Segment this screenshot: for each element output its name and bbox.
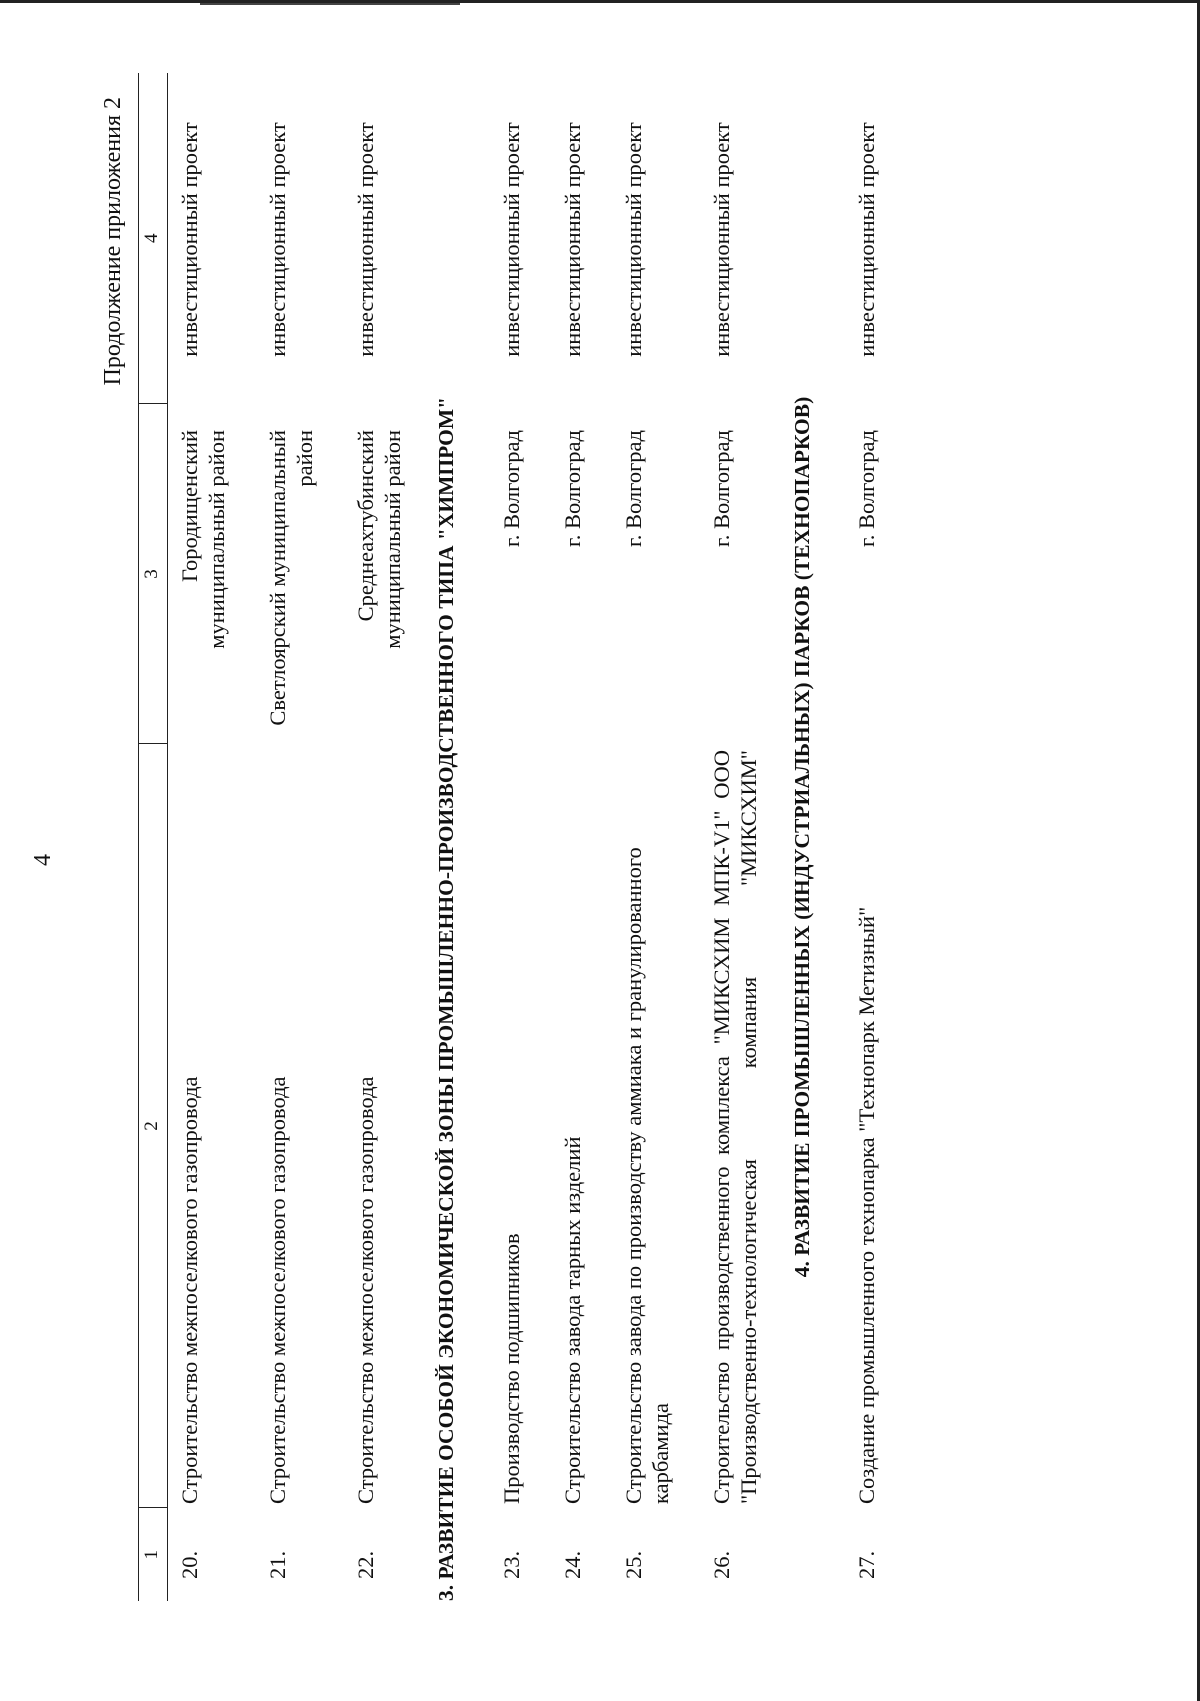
project-type: инвестиционный проект xyxy=(176,122,202,357)
project-location: Городищенский муниципальный район xyxy=(176,430,229,649)
row-number: 21. xyxy=(264,1550,290,1579)
project-type: инвестиционный проект xyxy=(559,122,585,357)
table-row xyxy=(612,73,700,1601)
table-row xyxy=(256,73,344,1601)
project-location: г. Волгоград xyxy=(854,430,880,547)
rotated-document-page xyxy=(0,1,1200,1701)
project-location: г. Волгоград xyxy=(559,430,585,547)
table-row xyxy=(845,73,906,1601)
project-type: инвестиционный проект xyxy=(264,122,290,357)
section-row xyxy=(788,73,846,1601)
column-header: 4 xyxy=(139,73,168,404)
section-row xyxy=(432,73,490,1601)
column-header: 1 xyxy=(139,1508,168,1601)
project-name: Создание промышленного технопарка "Технопарк Метизный" xyxy=(854,906,880,1504)
row-number: 22. xyxy=(352,1550,378,1579)
project-type: инвестиционный проект xyxy=(498,122,524,357)
project-location: г. Волгоград xyxy=(498,430,524,547)
section-heading: 4. РАЗВИТИЕ ПРОМЫШЛЕННЫХ (ИНДУСТРИАЛЬНЫХ) ПАРКОВ (ТЕХНОПАРКОВ) xyxy=(789,396,814,1278)
project-type: инвестиционный проект xyxy=(620,122,646,357)
row-number: 24. xyxy=(559,1550,585,1579)
project-name: Строительство производственного комплекса "МИКСХИМ МПК-V1" ООО "Производственно-технологическая компания "МИКСХИМ" xyxy=(708,750,761,1504)
table-row xyxy=(167,73,256,1601)
project-name: Строительство межпоселкового газопровода xyxy=(176,1076,202,1504)
project-name: Строительство завода тарных изделий xyxy=(559,1136,585,1504)
projects-table xyxy=(138,73,906,1601)
project-type: инвестиционный проект xyxy=(708,122,734,357)
page-number: 4 xyxy=(30,854,56,866)
section-heading: 3. РАЗВИТИЕ ОСОБОЙ ЭКОНОМИЧЕСКОЙ ЗОНЫ ПРОМЫШЛЕННО-ПРОИЗВОДСТВЕННОГО ТИПА "ХИМПРОМ" xyxy=(433,396,458,1601)
column-number-row xyxy=(139,73,168,1601)
table-row xyxy=(344,73,432,1601)
project-name: Строительство межпоселкового газопровода xyxy=(264,1076,290,1504)
table-row xyxy=(490,73,551,1601)
project-location: г. Волгоград xyxy=(708,430,734,547)
project-name: Строительство завода по производству аммиака и гранулированного карбамида xyxy=(620,847,673,1504)
project-type: инвестиционный проект xyxy=(352,122,378,357)
table-row xyxy=(700,73,788,1601)
project-location: Светлоярский муниципальный район xyxy=(264,430,317,726)
row-number: 20. xyxy=(176,1550,202,1579)
row-number: 25. xyxy=(620,1550,646,1579)
column-header: 2 xyxy=(139,744,168,1508)
project-type: инвестиционный проект xyxy=(854,122,880,357)
row-number: 23. xyxy=(498,1550,524,1579)
column-header: 3 xyxy=(139,404,168,744)
row-number: 26. xyxy=(708,1550,734,1579)
continuation-note: Продолжение приложения 2 xyxy=(100,97,126,386)
project-location: г. Волгоград xyxy=(620,430,646,547)
project-location: Среднеахтубинский муниципальный район xyxy=(352,430,405,649)
row-number: 27. xyxy=(854,1550,880,1579)
table-row xyxy=(551,73,612,1601)
project-name: Строительство межпоселкового газопровода xyxy=(352,1076,378,1504)
project-name: Производство подшипников xyxy=(498,1233,524,1504)
